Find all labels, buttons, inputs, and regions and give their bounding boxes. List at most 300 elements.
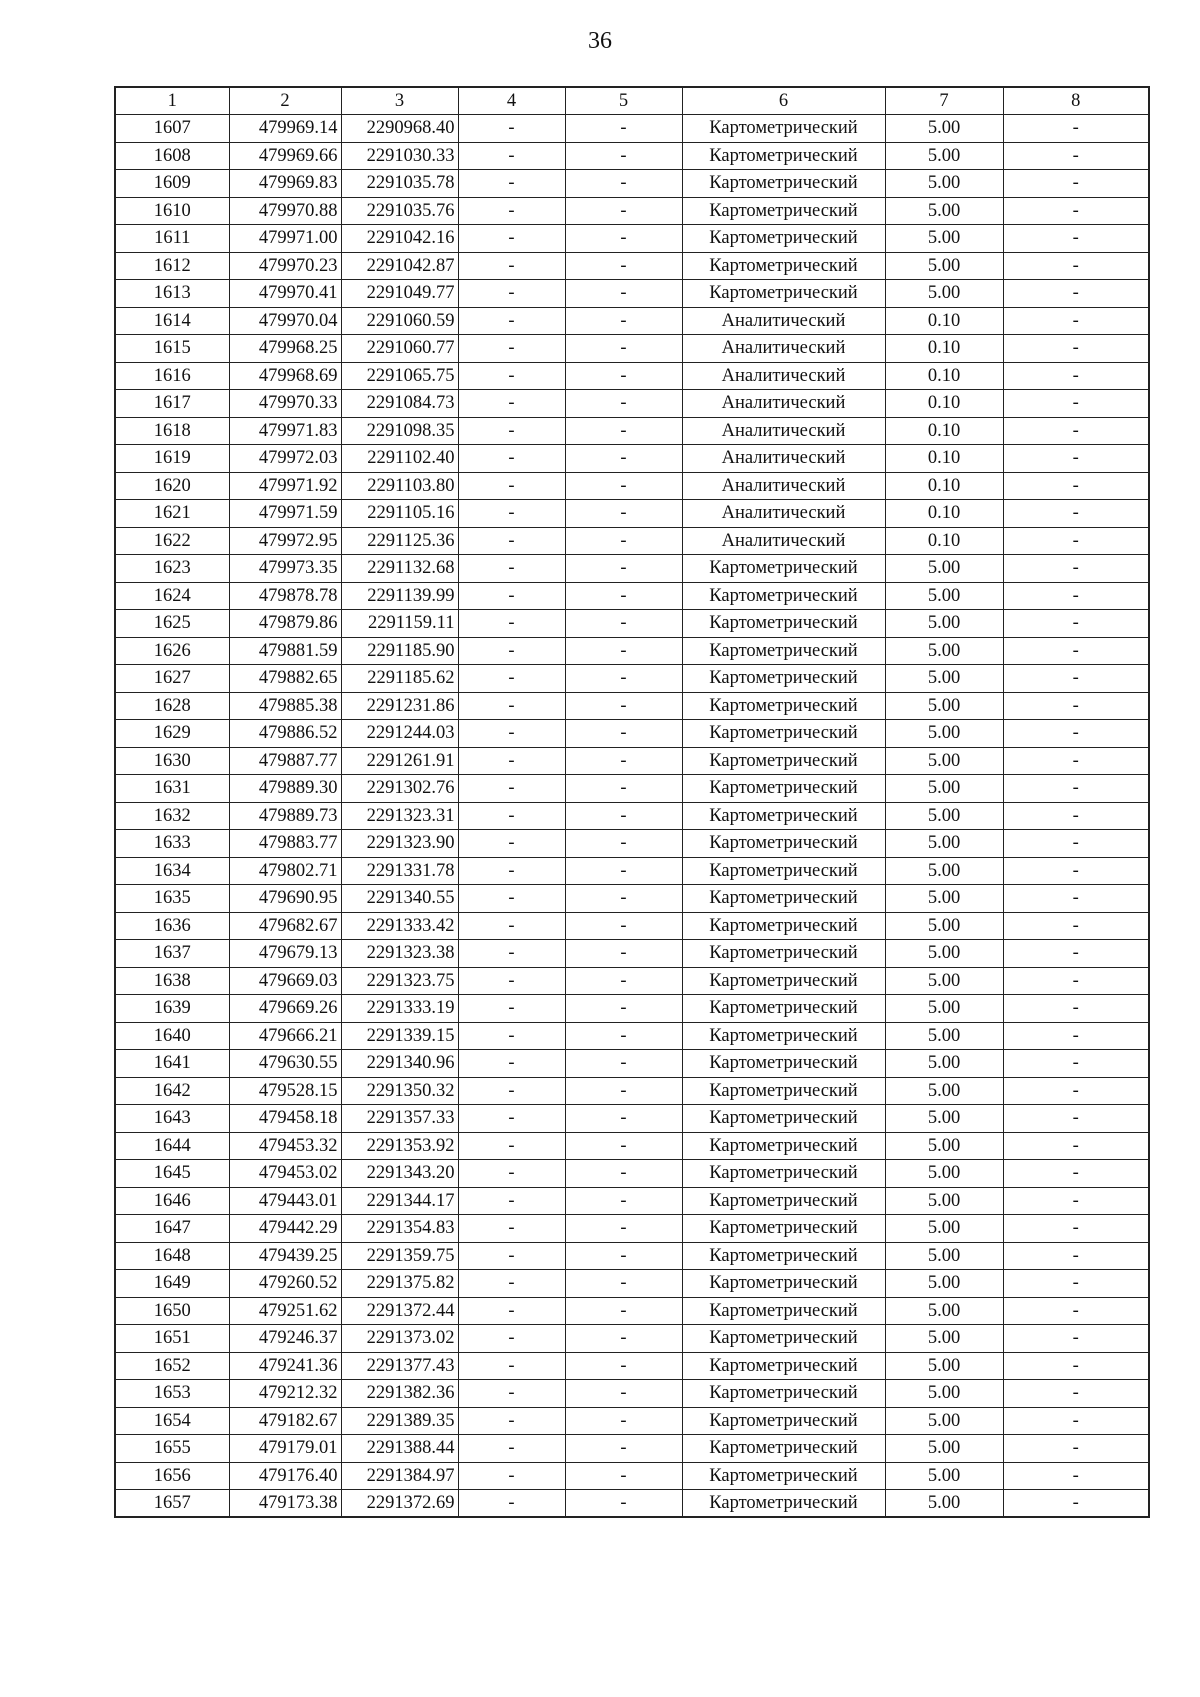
col5-cell: - bbox=[565, 995, 682, 1023]
point-number-cell: 1642 bbox=[115, 1077, 229, 1105]
x-coordinate-cell: 479972.95 bbox=[229, 527, 341, 555]
x-coordinate-cell: 479971.00 bbox=[229, 225, 341, 253]
table-row bbox=[115, 1022, 1149, 1050]
col4-cell: - bbox=[458, 775, 565, 803]
table-row bbox=[115, 445, 1149, 473]
col4-cell: - bbox=[458, 170, 565, 198]
col4-cell: - bbox=[458, 665, 565, 693]
accuracy-cell: 5.00 bbox=[885, 802, 1003, 830]
accuracy-cell: 5.00 bbox=[885, 115, 1003, 143]
point-number-cell: 1634 bbox=[115, 857, 229, 885]
accuracy-cell: 5.00 bbox=[885, 1160, 1003, 1188]
col8-cell: - bbox=[1003, 472, 1149, 500]
y-coordinate-cell: 2291042.16 bbox=[341, 225, 458, 253]
accuracy-cell: 5.00 bbox=[885, 1050, 1003, 1078]
point-number-cell: 1641 bbox=[115, 1050, 229, 1078]
table-row bbox=[115, 197, 1149, 225]
table-row bbox=[115, 692, 1149, 720]
x-coordinate-cell: 479669.03 bbox=[229, 967, 341, 995]
col5-cell: - bbox=[565, 637, 682, 665]
point-number-cell: 1616 bbox=[115, 362, 229, 390]
col8-cell: - bbox=[1003, 610, 1149, 638]
accuracy-cell: 5.00 bbox=[885, 692, 1003, 720]
y-coordinate-cell: 2291331.78 bbox=[341, 857, 458, 885]
point-number-cell: 1608 bbox=[115, 142, 229, 170]
point-number-cell: 1625 bbox=[115, 610, 229, 638]
accuracy-cell: 5.00 bbox=[885, 912, 1003, 940]
col4-cell: - bbox=[458, 225, 565, 253]
col5-cell: - bbox=[565, 747, 682, 775]
table-row bbox=[115, 1435, 1149, 1463]
table-row bbox=[115, 637, 1149, 665]
table-row bbox=[115, 472, 1149, 500]
col8-cell: - bbox=[1003, 225, 1149, 253]
method-cell: Картометрический bbox=[682, 1242, 885, 1270]
method-cell: Картометрический bbox=[682, 747, 885, 775]
col8-cell: - bbox=[1003, 252, 1149, 280]
table-row bbox=[115, 252, 1149, 280]
accuracy-cell: 5.00 bbox=[885, 610, 1003, 638]
col8-cell: - bbox=[1003, 1022, 1149, 1050]
x-coordinate-cell: 479679.13 bbox=[229, 940, 341, 968]
col5-cell: - bbox=[565, 417, 682, 445]
y-coordinate-cell: 2291084.73 bbox=[341, 390, 458, 418]
method-cell: Картометрический bbox=[682, 197, 885, 225]
method-cell: Картометрический bbox=[682, 1352, 885, 1380]
table-row bbox=[115, 280, 1149, 308]
col5-cell: - bbox=[565, 472, 682, 500]
col4-cell: - bbox=[458, 995, 565, 1023]
accuracy-cell: 5.00 bbox=[885, 1325, 1003, 1353]
accuracy-cell: 5.00 bbox=[885, 252, 1003, 280]
col8-cell: - bbox=[1003, 280, 1149, 308]
col5-cell: - bbox=[565, 692, 682, 720]
method-cell: Картометрический bbox=[682, 692, 885, 720]
method-cell: Картометрический bbox=[682, 1022, 885, 1050]
y-coordinate-cell: 2291350.32 bbox=[341, 1077, 458, 1105]
accuracy-cell: 5.00 bbox=[885, 1242, 1003, 1270]
point-number-cell: 1637 bbox=[115, 940, 229, 968]
col8-cell: - bbox=[1003, 307, 1149, 335]
accuracy-cell: 5.00 bbox=[885, 885, 1003, 913]
method-cell: Картометрический bbox=[682, 1297, 885, 1325]
method-cell: Аналитический bbox=[682, 472, 885, 500]
accuracy-cell: 5.00 bbox=[885, 1490, 1003, 1518]
table-row bbox=[115, 857, 1149, 885]
col8-cell: - bbox=[1003, 1050, 1149, 1078]
point-number-cell: 1635 bbox=[115, 885, 229, 913]
table-row bbox=[115, 1490, 1149, 1518]
table-row bbox=[115, 1325, 1149, 1353]
y-coordinate-cell: 2291231.86 bbox=[341, 692, 458, 720]
table-row bbox=[115, 610, 1149, 638]
x-coordinate-cell: 479179.01 bbox=[229, 1435, 341, 1463]
col5-cell: - bbox=[565, 775, 682, 803]
table-row bbox=[115, 1242, 1149, 1270]
accuracy-cell: 0.10 bbox=[885, 362, 1003, 390]
point-number-cell: 1638 bbox=[115, 967, 229, 995]
x-coordinate-cell: 479630.55 bbox=[229, 1050, 341, 1078]
column-header-6: 6 bbox=[682, 87, 885, 115]
col5-cell: - bbox=[565, 390, 682, 418]
point-number-cell: 1612 bbox=[115, 252, 229, 280]
col8-cell: - bbox=[1003, 142, 1149, 170]
col8-cell: - bbox=[1003, 1490, 1149, 1518]
accuracy-cell: 5.00 bbox=[885, 995, 1003, 1023]
table-row bbox=[115, 830, 1149, 858]
y-coordinate-cell: 2291030.33 bbox=[341, 142, 458, 170]
col4-cell: - bbox=[458, 1132, 565, 1160]
y-coordinate-cell: 2291049.77 bbox=[341, 280, 458, 308]
col8-cell: - bbox=[1003, 720, 1149, 748]
col4-cell: - bbox=[458, 252, 565, 280]
col8-cell: - bbox=[1003, 1270, 1149, 1298]
column-header-1: 1 bbox=[115, 87, 229, 115]
col5-cell: - bbox=[565, 335, 682, 363]
col5-cell: - bbox=[565, 170, 682, 198]
y-coordinate-cell: 2291344.17 bbox=[341, 1187, 458, 1215]
accuracy-cell: 5.00 bbox=[885, 280, 1003, 308]
x-coordinate-cell: 479458.18 bbox=[229, 1105, 341, 1133]
col4-cell: - bbox=[458, 115, 565, 143]
col5-cell: - bbox=[565, 252, 682, 280]
col4-cell: - bbox=[458, 1297, 565, 1325]
col4-cell: - bbox=[458, 1105, 565, 1133]
page-number: 36 bbox=[588, 28, 612, 54]
col8-cell: - bbox=[1003, 1352, 1149, 1380]
y-coordinate-cell: 2291340.55 bbox=[341, 885, 458, 913]
point-number-cell: 1623 bbox=[115, 555, 229, 583]
col8-cell: - bbox=[1003, 197, 1149, 225]
y-coordinate-cell: 2291359.75 bbox=[341, 1242, 458, 1270]
col4-cell: - bbox=[458, 720, 565, 748]
x-coordinate-cell: 479690.95 bbox=[229, 885, 341, 913]
col5-cell: - bbox=[565, 307, 682, 335]
column-header-3: 3 bbox=[341, 87, 458, 115]
y-coordinate-cell: 2291185.90 bbox=[341, 637, 458, 665]
x-coordinate-cell: 479971.83 bbox=[229, 417, 341, 445]
col8-cell: - bbox=[1003, 1077, 1149, 1105]
x-coordinate-cell: 479251.62 bbox=[229, 1297, 341, 1325]
point-number-cell: 1609 bbox=[115, 170, 229, 198]
col5-cell: - bbox=[565, 802, 682, 830]
method-cell: Аналитический bbox=[682, 335, 885, 363]
table-row bbox=[115, 390, 1149, 418]
col5-cell: - bbox=[565, 1077, 682, 1105]
y-coordinate-cell: 2291389.35 bbox=[341, 1407, 458, 1435]
point-number-cell: 1655 bbox=[115, 1435, 229, 1463]
x-coordinate-cell: 479442.29 bbox=[229, 1215, 341, 1243]
y-coordinate-cell: 2291159.11 bbox=[341, 610, 458, 638]
method-cell: Картометрический bbox=[682, 555, 885, 583]
point-number-cell: 1652 bbox=[115, 1352, 229, 1380]
method-cell: Картометрический bbox=[682, 1407, 885, 1435]
table-row bbox=[115, 802, 1149, 830]
point-number-cell: 1619 bbox=[115, 445, 229, 473]
point-number-cell: 1639 bbox=[115, 995, 229, 1023]
y-coordinate-cell: 2291261.91 bbox=[341, 747, 458, 775]
table-row bbox=[115, 1077, 1149, 1105]
method-cell: Аналитический bbox=[682, 500, 885, 528]
x-coordinate-cell: 479212.32 bbox=[229, 1380, 341, 1408]
col4-cell: - bbox=[458, 335, 565, 363]
point-number-cell: 1621 bbox=[115, 500, 229, 528]
y-coordinate-cell: 2291042.87 bbox=[341, 252, 458, 280]
accuracy-cell: 5.00 bbox=[885, 747, 1003, 775]
x-coordinate-cell: 479969.14 bbox=[229, 115, 341, 143]
accuracy-cell: 5.00 bbox=[885, 857, 1003, 885]
col4-cell: - bbox=[458, 885, 565, 913]
y-coordinate-cell: 2291035.76 bbox=[341, 197, 458, 225]
col4-cell: - bbox=[458, 1352, 565, 1380]
col4-cell: - bbox=[458, 802, 565, 830]
col5-cell: - bbox=[565, 225, 682, 253]
method-cell: Картометрический bbox=[682, 115, 885, 143]
table-row bbox=[115, 115, 1149, 143]
col5-cell: - bbox=[565, 500, 682, 528]
col8-cell: - bbox=[1003, 912, 1149, 940]
column-header-8: 8 bbox=[1003, 87, 1149, 115]
method-cell: Картометрический bbox=[682, 1187, 885, 1215]
col4-cell: - bbox=[458, 692, 565, 720]
y-coordinate-cell: 2291340.96 bbox=[341, 1050, 458, 1078]
table-row bbox=[115, 1297, 1149, 1325]
y-coordinate-cell: 2291098.35 bbox=[341, 417, 458, 445]
x-coordinate-cell: 479453.02 bbox=[229, 1160, 341, 1188]
y-coordinate-cell: 2291384.97 bbox=[341, 1462, 458, 1490]
col5-cell: - bbox=[565, 527, 682, 555]
x-coordinate-cell: 479173.38 bbox=[229, 1490, 341, 1518]
y-coordinate-cell: 2291373.02 bbox=[341, 1325, 458, 1353]
method-cell: Аналитический bbox=[682, 527, 885, 555]
table-row bbox=[115, 665, 1149, 693]
accuracy-cell: 0.10 bbox=[885, 335, 1003, 363]
col8-cell: - bbox=[1003, 1215, 1149, 1243]
col4-cell: - bbox=[458, 940, 565, 968]
y-coordinate-cell: 2291323.75 bbox=[341, 967, 458, 995]
col4-cell: - bbox=[458, 280, 565, 308]
method-cell: Картометрический bbox=[682, 582, 885, 610]
y-coordinate-cell: 2291103.80 bbox=[341, 472, 458, 500]
accuracy-cell: 5.00 bbox=[885, 1132, 1003, 1160]
x-coordinate-cell: 479886.52 bbox=[229, 720, 341, 748]
col5-cell: - bbox=[565, 1325, 682, 1353]
col4-cell: - bbox=[458, 390, 565, 418]
method-cell: Картометрический bbox=[682, 830, 885, 858]
col5-cell: - bbox=[565, 940, 682, 968]
x-coordinate-cell: 479970.41 bbox=[229, 280, 341, 308]
x-coordinate-cell: 479968.69 bbox=[229, 362, 341, 390]
point-number-cell: 1647 bbox=[115, 1215, 229, 1243]
table-row bbox=[115, 1160, 1149, 1188]
accuracy-cell: 5.00 bbox=[885, 582, 1003, 610]
col5-cell: - bbox=[565, 1270, 682, 1298]
accuracy-cell: 5.00 bbox=[885, 1462, 1003, 1490]
point-number-cell: 1622 bbox=[115, 527, 229, 555]
point-number-cell: 1640 bbox=[115, 1022, 229, 1050]
accuracy-cell: 5.00 bbox=[885, 967, 1003, 995]
col4-cell: - bbox=[458, 500, 565, 528]
col4-cell: - bbox=[458, 1077, 565, 1105]
method-cell: Картометрический bbox=[682, 802, 885, 830]
col5-cell: - bbox=[565, 1105, 682, 1133]
method-cell: Картометрический bbox=[682, 1050, 885, 1078]
point-number-cell: 1607 bbox=[115, 115, 229, 143]
col8-cell: - bbox=[1003, 1435, 1149, 1463]
col5-cell: - bbox=[565, 582, 682, 610]
accuracy-cell: 5.00 bbox=[885, 665, 1003, 693]
col4-cell: - bbox=[458, 610, 565, 638]
col4-cell: - bbox=[458, 967, 565, 995]
method-cell: Картометрический bbox=[682, 225, 885, 253]
point-number-cell: 1651 bbox=[115, 1325, 229, 1353]
x-coordinate-cell: 479970.33 bbox=[229, 390, 341, 418]
col5-cell: - bbox=[565, 857, 682, 885]
col4-cell: - bbox=[458, 1407, 565, 1435]
x-coordinate-cell: 479968.25 bbox=[229, 335, 341, 363]
col5-cell: - bbox=[565, 1435, 682, 1463]
table-row bbox=[115, 885, 1149, 913]
table-row bbox=[115, 555, 1149, 583]
method-cell: Аналитический bbox=[682, 390, 885, 418]
col8-cell: - bbox=[1003, 1462, 1149, 1490]
col4-cell: - bbox=[458, 1050, 565, 1078]
method-cell: Картометрический bbox=[682, 280, 885, 308]
col5-cell: - bbox=[565, 1407, 682, 1435]
accuracy-cell: 5.00 bbox=[885, 170, 1003, 198]
col5-cell: - bbox=[565, 885, 682, 913]
method-cell: Картометрический bbox=[682, 170, 885, 198]
col5-cell: - bbox=[565, 555, 682, 583]
col5-cell: - bbox=[565, 1132, 682, 1160]
y-coordinate-cell: 2291244.03 bbox=[341, 720, 458, 748]
point-number-cell: 1644 bbox=[115, 1132, 229, 1160]
table-row bbox=[115, 720, 1149, 748]
point-number-cell: 1630 bbox=[115, 747, 229, 775]
col8-cell: - bbox=[1003, 692, 1149, 720]
col4-cell: - bbox=[458, 1270, 565, 1298]
col4-cell: - bbox=[458, 197, 565, 225]
col5-cell: - bbox=[565, 197, 682, 225]
table-row bbox=[115, 527, 1149, 555]
x-coordinate-cell: 479970.88 bbox=[229, 197, 341, 225]
col4-cell: - bbox=[458, 912, 565, 940]
col8-cell: - bbox=[1003, 500, 1149, 528]
y-coordinate-cell: 2291377.43 bbox=[341, 1352, 458, 1380]
x-coordinate-cell: 479260.52 bbox=[229, 1270, 341, 1298]
method-cell: Картометрический bbox=[682, 637, 885, 665]
column-header-4: 4 bbox=[458, 87, 565, 115]
accuracy-cell: 0.10 bbox=[885, 472, 1003, 500]
method-cell: Картометрический bbox=[682, 252, 885, 280]
method-cell: Картометрический bbox=[682, 1215, 885, 1243]
method-cell: Картометрический bbox=[682, 1105, 885, 1133]
accuracy-cell: 5.00 bbox=[885, 1270, 1003, 1298]
col5-cell: - bbox=[565, 1022, 682, 1050]
x-coordinate-cell: 479887.77 bbox=[229, 747, 341, 775]
x-coordinate-cell: 479878.78 bbox=[229, 582, 341, 610]
accuracy-cell: 0.10 bbox=[885, 307, 1003, 335]
col4-cell: - bbox=[458, 747, 565, 775]
y-coordinate-cell: 2291343.20 bbox=[341, 1160, 458, 1188]
y-coordinate-cell: 2291333.42 bbox=[341, 912, 458, 940]
table-row bbox=[115, 225, 1149, 253]
table-row bbox=[115, 995, 1149, 1023]
method-cell: Аналитический bbox=[682, 417, 885, 445]
table-row bbox=[115, 362, 1149, 390]
x-coordinate-cell: 479246.37 bbox=[229, 1325, 341, 1353]
point-number-cell: 1629 bbox=[115, 720, 229, 748]
y-coordinate-cell: 2291372.44 bbox=[341, 1297, 458, 1325]
accuracy-cell: 5.00 bbox=[885, 1352, 1003, 1380]
accuracy-cell: 5.00 bbox=[885, 1435, 1003, 1463]
table-row bbox=[115, 335, 1149, 363]
col5-cell: - bbox=[565, 610, 682, 638]
point-number-cell: 1657 bbox=[115, 1490, 229, 1518]
method-cell: Картометрический bbox=[682, 1380, 885, 1408]
table-row bbox=[115, 747, 1149, 775]
point-number-cell: 1626 bbox=[115, 637, 229, 665]
point-number-cell: 1632 bbox=[115, 802, 229, 830]
x-coordinate-cell: 479971.59 bbox=[229, 500, 341, 528]
y-coordinate-cell: 2291132.68 bbox=[341, 555, 458, 583]
method-cell: Аналитический bbox=[682, 307, 885, 335]
method-cell: Картометрический bbox=[682, 912, 885, 940]
point-number-cell: 1618 bbox=[115, 417, 229, 445]
x-coordinate-cell: 479972.03 bbox=[229, 445, 341, 473]
y-coordinate-cell: 2291035.78 bbox=[341, 170, 458, 198]
method-cell: Картометрический bbox=[682, 610, 885, 638]
col8-cell: - bbox=[1003, 362, 1149, 390]
col4-cell: - bbox=[458, 472, 565, 500]
accuracy-cell: 5.00 bbox=[885, 1297, 1003, 1325]
col4-cell: - bbox=[458, 1022, 565, 1050]
table-row bbox=[115, 1187, 1149, 1215]
accuracy-cell: 5.00 bbox=[885, 225, 1003, 253]
col4-cell: - bbox=[458, 417, 565, 445]
y-coordinate-cell: 2291323.38 bbox=[341, 940, 458, 968]
col4-cell: - bbox=[458, 1242, 565, 1270]
coordinates-table bbox=[114, 86, 1150, 1518]
table-row bbox=[115, 307, 1149, 335]
point-number-cell: 1610 bbox=[115, 197, 229, 225]
table-row bbox=[115, 1352, 1149, 1380]
accuracy-cell: 5.00 bbox=[885, 775, 1003, 803]
point-number-cell: 1656 bbox=[115, 1462, 229, 1490]
table-row bbox=[115, 417, 1149, 445]
point-number-cell: 1628 bbox=[115, 692, 229, 720]
x-coordinate-cell: 479889.30 bbox=[229, 775, 341, 803]
point-number-cell: 1613 bbox=[115, 280, 229, 308]
col8-cell: - bbox=[1003, 1105, 1149, 1133]
point-number-cell: 1646 bbox=[115, 1187, 229, 1215]
point-number-cell: 1631 bbox=[115, 775, 229, 803]
y-coordinate-cell: 2291372.69 bbox=[341, 1490, 458, 1518]
table-row bbox=[115, 1132, 1149, 1160]
col5-cell: - bbox=[565, 720, 682, 748]
table-row bbox=[115, 1462, 1149, 1490]
col8-cell: - bbox=[1003, 1297, 1149, 1325]
method-cell: Картометрический bbox=[682, 1435, 885, 1463]
y-coordinate-cell: 2291102.40 bbox=[341, 445, 458, 473]
col8-cell: - bbox=[1003, 885, 1149, 913]
col8-cell: - bbox=[1003, 1187, 1149, 1215]
col8-cell: - bbox=[1003, 390, 1149, 418]
y-coordinate-cell: 2291060.59 bbox=[341, 307, 458, 335]
accuracy-cell: 0.10 bbox=[885, 500, 1003, 528]
method-cell: Картометрический bbox=[682, 1490, 885, 1518]
y-coordinate-cell: 2291065.75 bbox=[341, 362, 458, 390]
